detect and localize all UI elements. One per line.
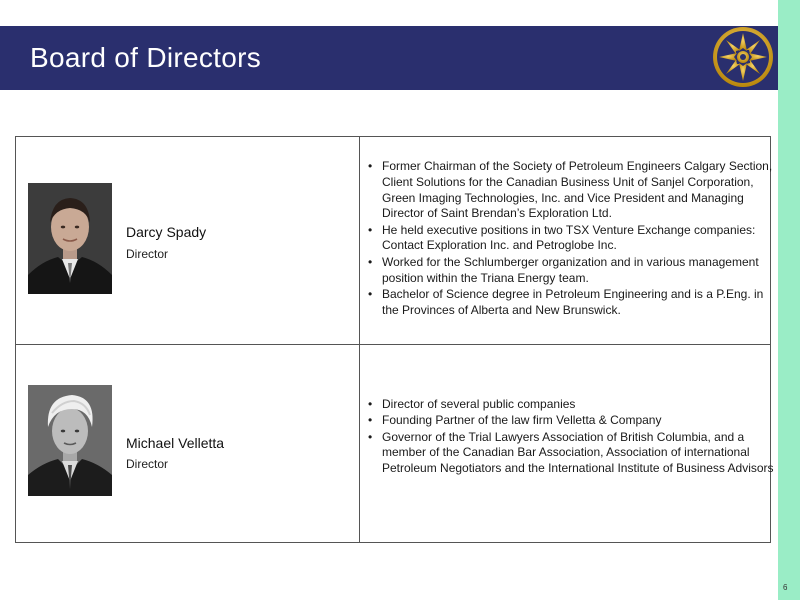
director-row [16,345,774,542]
bio-list [366,159,774,319]
bio-item: • He held executive positions in two TSX Venture Exchange companies: Contact Exploration Inc. and Petroglobe Inc. [382,223,774,255]
director-name: Darcy Spady [126,224,207,240]
director-profile-cell [16,137,360,344]
director-role: Director [126,247,169,261]
directors-table [15,136,774,543]
director-profile-cell [16,345,360,542]
director-row [16,137,773,345]
bio-item: • Founding Partner of the law firm Velletta & Company [382,413,774,429]
bio-item: • Bachelor of Science degree in Petroleum Engineering and is a P.Eng. in the Provinces of Alberta and New Brunswick. [382,287,774,319]
director-bio-cell [360,345,774,542]
bio-item: • Governor of the Trial Lawyers Association of British Columbia, and a member of the Canadian Bar Association, Association of international Petroleum Negotiators and the International Institute of Business Advisors [382,430,774,477]
page-title: Board of Directors [30,42,262,73]
director-bio-cell [360,137,773,344]
director-photo [28,385,112,496]
page-number: 6 [783,583,788,592]
bio-item: • Director of several public companies [382,397,774,413]
bio-item: • Former Chairman of the Society of Petroleum Engineers Calgary Section, Client Solutions for the Canadian Business Unit of Sanjel Corporation, Green Imaging Technologies, Inc. and Vice President and Managing Director of Saint Brendan’s Exploration Ltd. [382,159,774,222]
director-name: Michael Velletta [126,435,225,451]
side-accent-strip [778,0,800,600]
sunburst-logo-icon [710,24,776,90]
director-photo [28,183,112,294]
header-band [0,26,778,90]
bio-list [366,397,774,477]
bio-item: • Worked for the Schlumberger organization and in various management position within the Triana Energy team. [382,255,774,287]
director-role: Director [126,457,169,471]
